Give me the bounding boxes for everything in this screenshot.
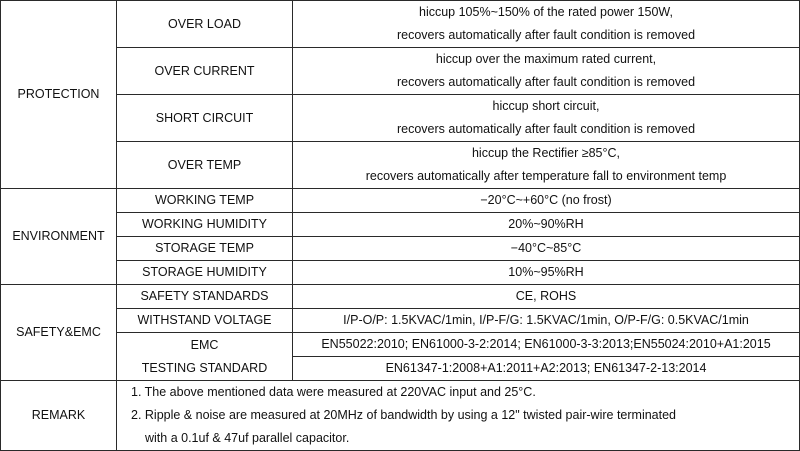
table-row: [1, 261, 800, 285]
value-line: recovers automatically after fault condition is removed: [396, 75, 696, 89]
value-line: recovers automatically after temperature fall to environment temp: [365, 169, 727, 183]
remark-text: [117, 381, 800, 451]
group-label-environment: ENVIRONMENT: [1, 189, 117, 285]
group-label-safety-emc: SAFETY&EMC: [1, 285, 117, 381]
table-row: [1, 142, 800, 189]
remark-line: 1. The above mentioned data were measured at 220VAC input and 25°C.: [131, 385, 536, 399]
value-emc-line-2: EN61347-1:2008+A1:2011+A2:2013; EN61347-2-13:2014: [293, 357, 800, 381]
value-working-humidity: 20%~90%RH: [293, 213, 800, 237]
table-row: [1, 285, 800, 309]
table-row: [1, 48, 800, 95]
item-withstand-voltage: WITHSTAND VOLTAGE: [117, 309, 293, 333]
value-emc-line-1: EN55022:2010; EN61000-3-2:2014; EN61000-3-3:2013;EN55024:2010+A1:2015: [293, 333, 800, 357]
item-line: TESTING STANDARD: [141, 360, 268, 375]
item-over-temp: OVER TEMP: [117, 142, 293, 189]
value-over-load: [293, 1, 800, 48]
table-row: [1, 189, 800, 213]
value-storage-temp: −40°C~85°C: [293, 237, 800, 261]
table-row: [1, 309, 800, 333]
item-safety-standards: SAFETY STANDARDS: [117, 285, 293, 309]
value-line: hiccup short circuit,: [492, 99, 600, 113]
item-line: EMC: [190, 337, 219, 352]
remark-line: with a 0.1uf & 47uf parallel capacitor.: [145, 431, 350, 445]
item-working-humidity: WORKING HUMIDITY: [117, 213, 293, 237]
value-withstand-voltage: I/P-O/P: 1.5KVAC/1min, I/P-F/G: 1.5KVAC/1min, O/P-F/G: 0.5KVAC/1min: [293, 309, 800, 333]
table-row: [1, 1, 800, 48]
value-safety-standards: CE, ROHS: [293, 285, 800, 309]
value-line: hiccup over the maximum rated current,: [435, 52, 657, 66]
table-row: [1, 95, 800, 142]
value-line: recovers automatically after fault condition is removed: [396, 122, 696, 136]
table-row: [1, 213, 800, 237]
item-storage-humidity: STORAGE HUMIDITY: [117, 261, 293, 285]
value-short-circuit: [293, 95, 800, 142]
table-row: [1, 333, 800, 357]
value-line: hiccup the Rectifier ≥85°C,: [471, 146, 621, 160]
table-row: [1, 237, 800, 261]
value-over-current: [293, 48, 800, 95]
item-storage-temp: STORAGE TEMP: [117, 237, 293, 261]
value-storage-humidity: 10%~95%RH: [293, 261, 800, 285]
table-row: [1, 381, 800, 451]
item-emc-testing-standard: [117, 333, 293, 381]
item-short-circuit: SHORT CIRCUIT: [117, 95, 293, 142]
item-over-load: OVER LOAD: [117, 1, 293, 48]
value-line: hiccup 105%~150% of the rated power 150W,: [419, 5, 673, 19]
group-label-protection: PROTECTION: [1, 1, 117, 189]
item-over-current: OVER CURRENT: [117, 48, 293, 95]
value-working-temp: −20°C~+60°C (no frost): [293, 189, 800, 213]
remark-line: 2. Ripple & noise are measured at 20MHz of bandwidth by using a 12" twisted pair-wire terminated: [131, 408, 676, 422]
value-over-temp: [293, 142, 800, 189]
group-label-remark: REMARK: [1, 381, 117, 451]
value-line: recovers automatically after fault condition is removed: [396, 28, 696, 42]
item-working-temp: WORKING TEMP: [117, 189, 293, 213]
